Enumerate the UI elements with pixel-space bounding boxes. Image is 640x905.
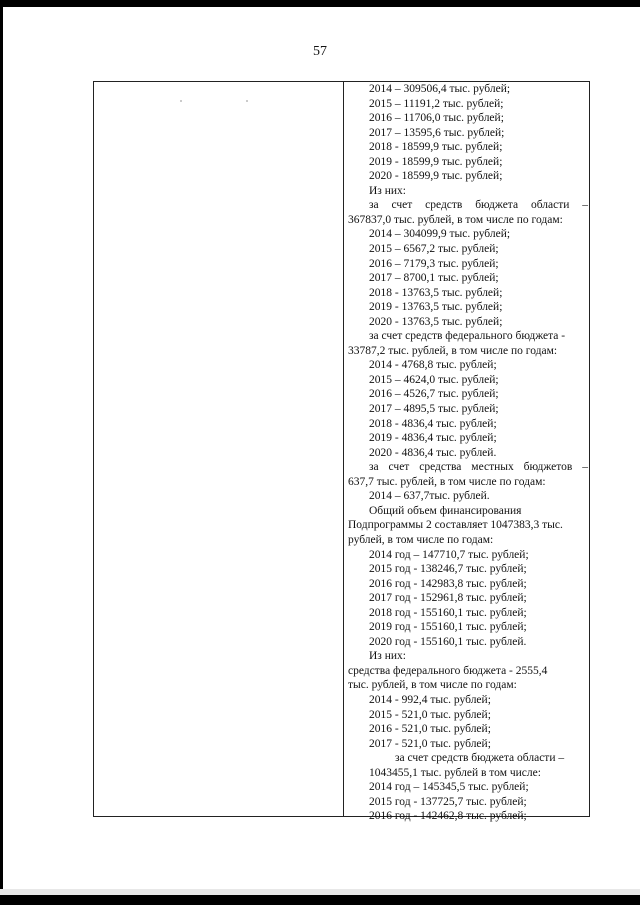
text-line: 2014 – 309506,4 тыс. рублей; xyxy=(369,83,511,95)
text-word: счет xyxy=(391,199,413,212)
scan-edge-top xyxy=(0,0,640,7)
scan-edge-left xyxy=(0,0,3,905)
text-line: рублей, в том числе по годам: xyxy=(348,533,494,546)
text-line: 2014 год – 147710,7 тыс. рублей; xyxy=(369,548,529,561)
text-line: тыс. рублей, в том числе по годам: xyxy=(348,679,517,692)
text-line: 2020 год - 155160,1 тыс. рублей. xyxy=(369,635,527,648)
text-word: средства xyxy=(419,461,462,474)
text-line: 2020 - 18599,9 тыс. рублей; xyxy=(369,170,503,183)
text-line xyxy=(348,198,588,213)
text-line: 2015 год - 137725,7 тыс. рублей; xyxy=(369,795,527,808)
text-line: 2016 - 521,0 тыс. рублей; xyxy=(369,723,491,736)
text-line: за счет средств федерального бюджета - xyxy=(369,330,566,343)
text-line: 2017 год - 152961,8 тыс. рублей; xyxy=(369,592,527,605)
text-line: 2017 – 4895,5 тыс. рублей; xyxy=(369,403,499,416)
text-line: 2015 – 6567,2 тыс. рублей; xyxy=(369,243,499,256)
financing-text-column xyxy=(348,82,588,824)
text-line: 2020 - 4836,4 тыс. рублей. xyxy=(369,446,497,459)
page-number: 57 xyxy=(313,44,327,59)
text-word: бюджета xyxy=(475,199,519,212)
text-word: – xyxy=(582,461,588,474)
text-line: 2018 - 4836,4 тыс. рублей; xyxy=(369,417,497,430)
text-line: 2017 - 521,0 тыс. рублей; xyxy=(369,737,491,750)
text-line: 33787,2 тыс. рублей, в том числе по годам: xyxy=(348,344,558,357)
text-line: 2016 – 11706,0 тыс. рублей; xyxy=(369,112,504,125)
text-line: 367837,0 тыс. рублей, в том числе по годам: xyxy=(348,213,563,226)
text-line: 2019 - 4836,4 тыс. рублей; xyxy=(369,432,497,445)
text-line xyxy=(348,460,588,475)
text-line: 2014 год – 145345,5 тыс. рублей; xyxy=(369,781,529,794)
text-line: 1043455,1 тыс. рублей в том числе: xyxy=(369,766,541,779)
financing-table xyxy=(93,81,590,823)
text-line: 637,7 тыс. рублей, в том числе по годам: xyxy=(348,475,546,488)
text-line: 2018 - 18599,9 тыс. рублей; xyxy=(369,141,503,154)
text-line: 2019 - 13763,5 тыс. рублей; xyxy=(369,301,503,314)
text-word: за xyxy=(369,461,379,474)
text-line: 2015 - 521,0 тыс. рублей; xyxy=(369,708,491,721)
scan-speck xyxy=(180,100,182,102)
text-line: 2017 – 8700,1 тыс. рублей; xyxy=(369,272,499,285)
text-word: средств xyxy=(425,199,463,212)
text-line: 2016 – 4526,7 тыс. рублей; xyxy=(369,388,499,401)
column-divider xyxy=(343,82,344,816)
text-line: 2014 – 637,7тыс. рублей. xyxy=(369,490,490,503)
text-line: 2014 - 4768,8 тыс. рублей; xyxy=(369,359,497,372)
text-line: 2015 – 4624,0 тыс. рублей; xyxy=(369,373,499,386)
text-line: 2019 - 18599,9 тыс. рублей; xyxy=(369,155,503,168)
text-line: 2014 – 304099,9 тыс. рублей; xyxy=(369,228,511,241)
scan-speck xyxy=(246,100,248,102)
text-line: 2015 – 11191,2 тыс. рублей; xyxy=(369,97,504,110)
text-line: 2016 год - 142983,8 тыс. рублей; xyxy=(369,577,527,590)
scan-edge-bottom xyxy=(0,895,640,905)
text-word: области xyxy=(530,199,570,212)
text-word: счет xyxy=(388,461,410,474)
text-word: бюджетов xyxy=(523,461,573,474)
text-line: 2016 – 7179,3 тыс. рублей; xyxy=(369,257,499,270)
text-line: 2014 - 992,4 тыс. рублей; xyxy=(369,693,491,706)
text-line: 2016 год - 142462,8 тыс. рублей; xyxy=(369,810,527,823)
text-line: Из них: xyxy=(369,184,406,197)
text-line: 2020 - 13763,5 тыс. рублей; xyxy=(369,315,503,328)
text-line: 2017 – 13595,6 тыс. рублей; xyxy=(369,126,505,139)
text-line: Подпрограммы 2 составляет 1047383,3 тыс. xyxy=(348,519,563,532)
text-word: за xyxy=(369,199,379,212)
text-line: Из них: xyxy=(369,650,406,663)
text-line: за счет средств бюджета области – xyxy=(395,752,565,765)
text-line: 2019 год - 155160,1 тыс. рублей; xyxy=(369,621,527,634)
text-word: местных xyxy=(471,461,514,474)
text-word: – xyxy=(582,199,588,212)
text-line: 2018 год - 155160,1 тыс. рублей; xyxy=(369,606,527,619)
text-line: 2015 год - 138246,7 тыс. рублей; xyxy=(369,563,527,576)
text-line: средства федерального бюджета - 2555,4 xyxy=(348,664,548,677)
text-line: Общий объем финансирования xyxy=(369,504,522,517)
text-line: 2018 - 13763,5 тыс. рублей; xyxy=(369,286,503,299)
